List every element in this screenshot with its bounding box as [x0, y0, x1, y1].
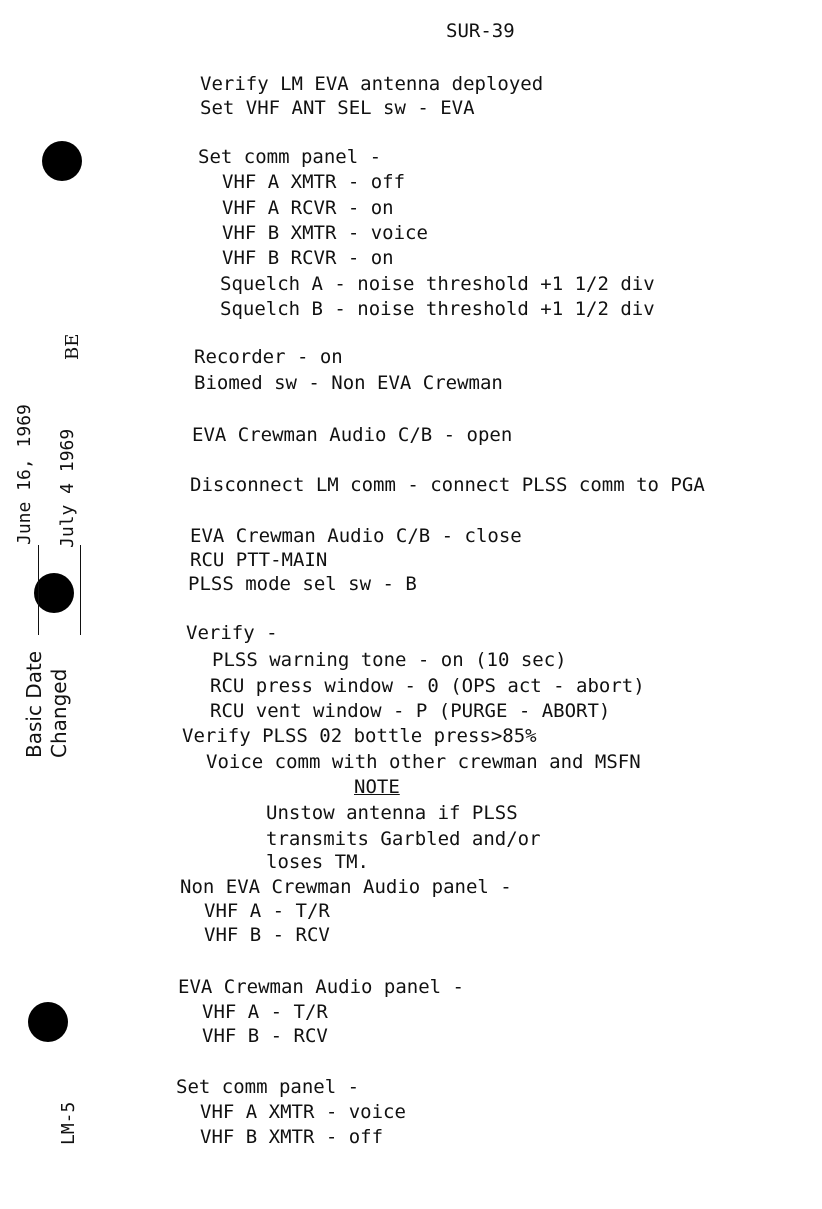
- page-id: SUR-39: [446, 20, 515, 42]
- line: Squelch B - noise threshold +1 1/2 div: [220, 298, 655, 320]
- note-line: transmits Garbled and/or: [266, 828, 541, 850]
- line: PLSS mode sel sw - B: [188, 573, 417, 595]
- revision-initials: BE: [62, 333, 83, 360]
- basic-date-value: June 16, 1969: [14, 404, 35, 545]
- line: VHF B - RCV: [204, 924, 330, 946]
- changed-date-value: July 4 1969: [57, 428, 78, 548]
- line: RCU vent window - P (PURGE - ABORT): [210, 700, 611, 722]
- punch-hole-bottom: [28, 1002, 68, 1042]
- line: EVA Crewman Audio C/B - close: [190, 525, 522, 547]
- line: Squelch A - noise threshold +1 1/2 div: [220, 273, 655, 295]
- line: VHF A - T/R: [204, 900, 330, 922]
- line: RCU press window - 0 (OPS act - abort): [210, 675, 645, 697]
- line: VHF B - RCV: [202, 1025, 328, 1047]
- doc-id: LM-5: [58, 1101, 79, 1145]
- changed-label: Changed: [47, 668, 71, 758]
- line: Disconnect LM comm - connect PLSS comm to PGA: [190, 474, 705, 496]
- line: Set comm panel -: [176, 1076, 360, 1098]
- note-line: loses TM.: [266, 851, 369, 873]
- line: Verify PLSS 02 bottle press>85%: [182, 725, 537, 747]
- line: VHF A XMTR - off: [222, 171, 406, 193]
- line: Set VHF ANT SEL sw - EVA: [200, 97, 475, 119]
- note-heading: NOTE: [354, 776, 400, 798]
- basic-date-label: Basic Date: [22, 650, 46, 758]
- line: VHF B XMTR - voice: [222, 222, 428, 244]
- line: Verify -: [186, 622, 278, 644]
- line: PLSS warning tone - on (10 sec): [212, 649, 567, 671]
- line: Recorder - on: [194, 346, 343, 368]
- line: Verify LM EVA antenna deployed: [200, 73, 544, 95]
- changed-date-rule: [80, 545, 81, 635]
- line: EVA Crewman Audio C/B - open: [192, 424, 513, 446]
- punch-hole-middle: [34, 573, 74, 613]
- line: Biomed sw - Non EVA Crewman: [194, 372, 503, 394]
- line: VHF B RCVR - on: [222, 247, 394, 269]
- line: Non EVA Crewman Audio panel -: [180, 876, 512, 898]
- line: VHF A - T/R: [202, 1001, 328, 1023]
- line: VHF B XMTR - off: [200, 1126, 384, 1148]
- line: Set comm panel -: [198, 146, 382, 168]
- line: RCU PTT-MAIN: [190, 549, 328, 571]
- punch-hole-top: [42, 141, 82, 181]
- note-line: Unstow antenna if PLSS: [266, 802, 518, 824]
- line: VHF A XMTR - voice: [200, 1101, 406, 1123]
- basic-date-rule: [38, 545, 39, 635]
- line: VHF A RCVR - on: [222, 197, 394, 219]
- line: EVA Crewman Audio panel -: [178, 976, 464, 998]
- line: Voice comm with other crewman and MSFN: [206, 751, 641, 773]
